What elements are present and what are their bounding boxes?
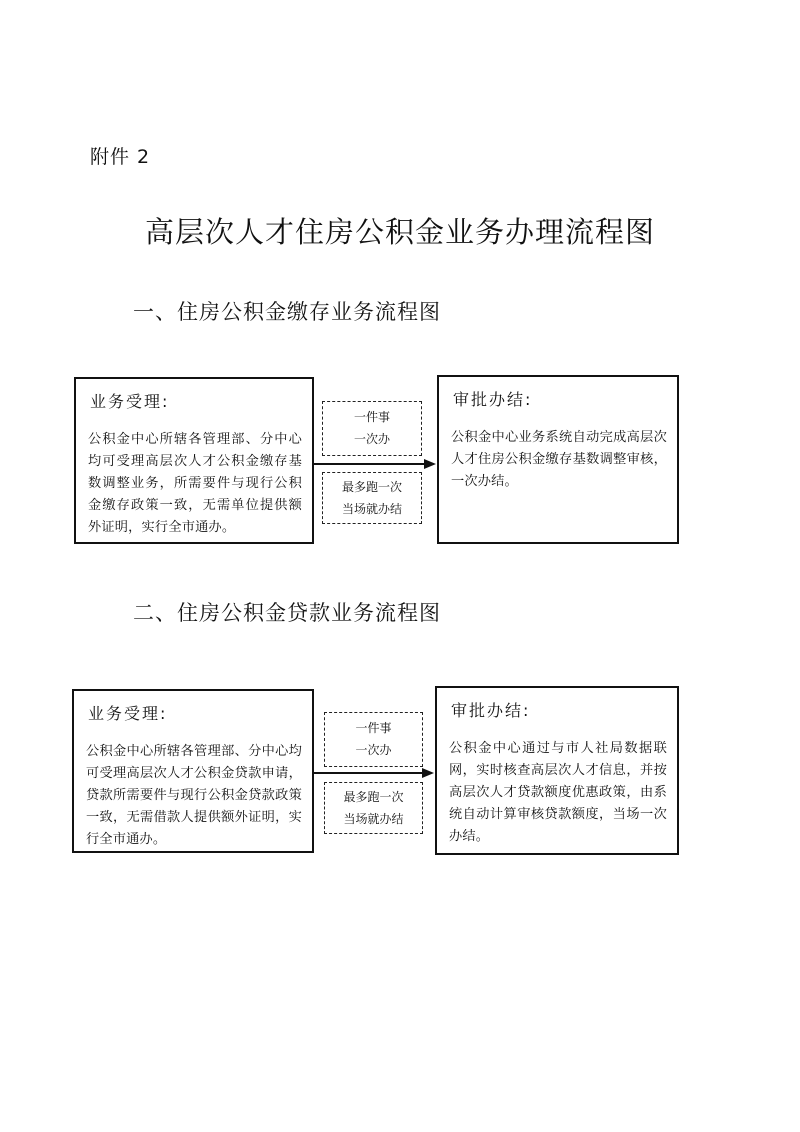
section-2-run-once-line1: 最多跑一次 [343,790,404,804]
section-2-run-once-line2: 当场就办结 [343,812,404,826]
section-1-approval-heading: 审批办结: [453,390,533,409]
section-1-one-thing-box [322,401,422,456]
section-1-approval-body: 公积金中心业务系统自动完成高层次人才住房公积金缴存基数调整审核，一次办结。 [451,430,667,489]
section-2-approval-heading: 审批办结: [451,701,531,720]
section-2-arrow [314,766,436,780]
section-2-approval-box [435,686,679,855]
section-1-title: 一、住房公积金缴存业务流程图 [133,300,441,324]
section-2-acceptance-body: 公积金中心所辖各管理部、分中心均可受理高层次人才公积金贷款申请，贷款所需要件与现行公积金贷款政策一致，无需借款人提供额外证明，实行全市通办。 [86,744,302,847]
section-1-acceptance-body: 公积金中心所辖各管理部、分中心均可受理高层次人才公积金缴存基数调整业务，所需要件与现行公积金缴存政策一致，无需单位提供额外证明，实行全市通办。 [88,432,302,535]
section-2-acceptance-box [72,689,314,853]
section-2-title: 二、住房公积金贷款业务流程图 [133,601,441,625]
section-2-one-thing-box [324,712,423,767]
section-1-run-once-line1: 最多跑一次 [341,480,402,494]
section-2-one-thing-line1: 一件事 [355,721,392,735]
document-title: 高层次人才住房公积金业务办理流程图 [144,215,655,249]
section-1-one-thing-line2: 一次办 [353,432,390,446]
section-1-arrow [314,457,438,471]
section-2-one-thing-line2: 一次办 [355,743,392,757]
attachment-label: 附件 2 [90,146,151,168]
section-1-run-once-line2: 当场就办结 [341,502,402,516]
section-2-approval-body: 公积金中心通过与市人社局数据联网，实时核查高层次人才信息，并按高层次人才贷款额度优惠政策，由系统自动计算审核贷款额度，当场一次办结。 [449,741,667,844]
section-2-run-once-box [324,782,423,834]
section-1-run-once-box [322,472,422,524]
section-2-acceptance-heading: 业务受理: [88,704,168,723]
section-1-one-thing-line1: 一件事 [353,410,390,424]
section-1-acceptance-box [74,377,314,544]
section-1-acceptance-heading: 业务受理: [90,392,170,411]
section-1-approval-box [437,375,679,544]
